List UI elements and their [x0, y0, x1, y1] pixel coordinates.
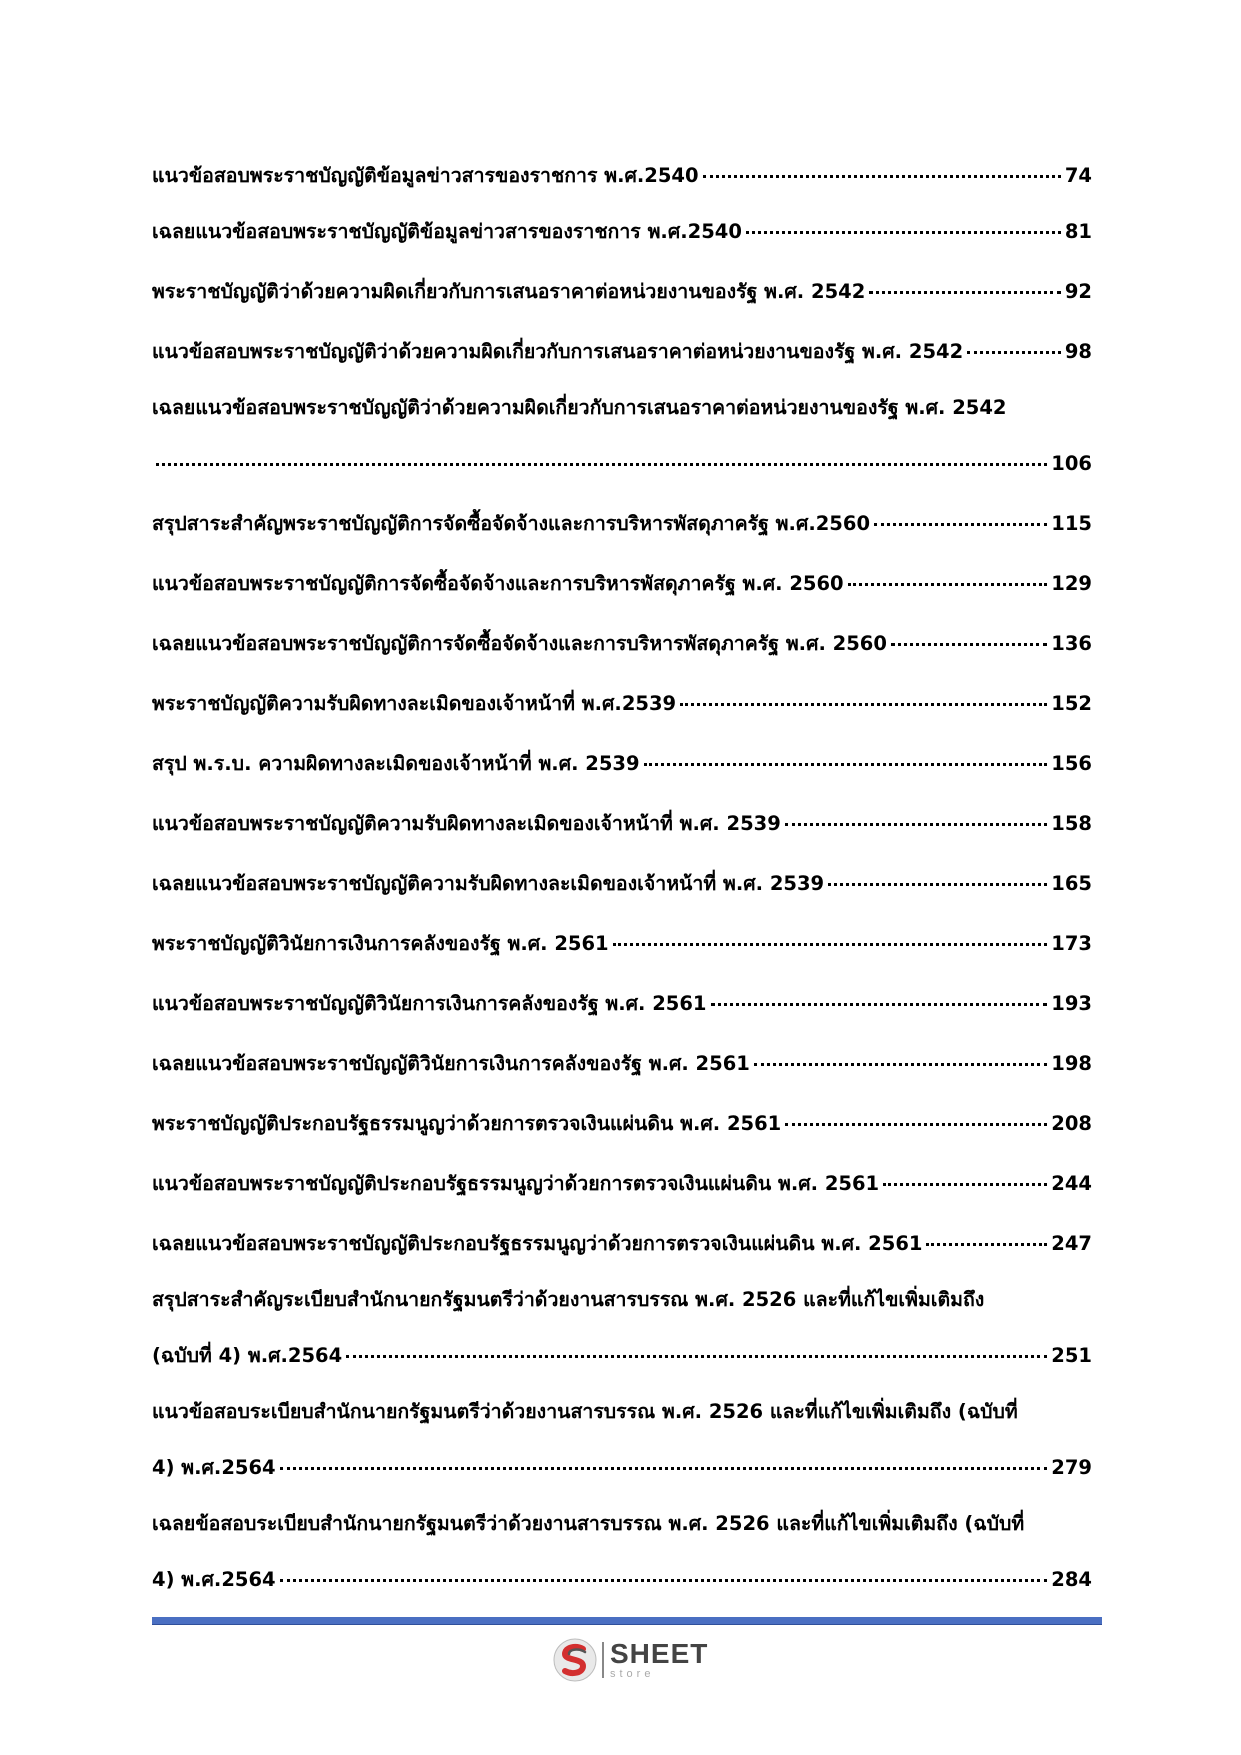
toc-page-number: 156	[1051, 752, 1092, 775]
toc-dot-leader	[746, 229, 1061, 234]
toc-entry-title: 4) พ.ศ.2564	[152, 1568, 276, 1591]
toc-entry	[152, 914, 1092, 974]
toc-entry	[152, 322, 1092, 382]
toc-dot-leader	[280, 1577, 1048, 1582]
toc-entry	[152, 1214, 1092, 1274]
toc-entry	[152, 614, 1092, 674]
toc-page-number: 158	[1051, 812, 1092, 835]
toc-dot-leader	[785, 1121, 1047, 1126]
toc-entry-title: สรุปสาระสำคัญพระราชบัญญัติการจัดซื้อจัดจ้างและการบริหารพัสดุภาครัฐ พ.ศ.2560	[152, 512, 871, 535]
toc-page-number: 193	[1051, 992, 1092, 1015]
toc-entry-title: สรุป พ.ร.บ. ความผิดทางละเมิดของเจ้าหน้าที่ พ.ศ. 2539	[152, 752, 640, 775]
toc-entry	[152, 1274, 1092, 1386]
logo-text	[610, 1640, 708, 1680]
toc-line	[152, 554, 1092, 614]
toc-dot-leader	[967, 349, 1061, 354]
logo-subword: store	[610, 1668, 655, 1680]
toc-entry-title: เฉลยแนวข้อสอบพระราชบัญญัติความรับผิดทางละเมิดของเจ้าหน้าที่ พ.ศ. 2539	[152, 872, 825, 895]
toc-entry-title: เฉลยข้อสอบระเบียบสำนักนายกรัฐมนตรีว่าด้วยงานสารบรรณ พ.ศ. 2526 และที่แก้ไขเพิ่มเติมถึง (ฉบับที่	[152, 1512, 1025, 1535]
toc-page-number: 81	[1064, 220, 1092, 243]
toc-dot-leader	[711, 1001, 1048, 1006]
toc-line	[152, 1094, 1092, 1154]
toc-entry	[152, 554, 1092, 614]
toc-dot-leader	[280, 1465, 1048, 1470]
toc-line	[152, 1326, 1092, 1386]
toc-entry	[152, 674, 1092, 734]
toc-entry	[152, 382, 1092, 494]
toc-entry-title: เฉลยแนวข้อสอบพระราชบัญญัติว่าด้วยความผิดเกี่ยวกับการเสนอราคาต่อหน่วยงานของรัฐ พ.ศ. 2542	[152, 396, 1007, 419]
toc-entry	[152, 150, 1092, 202]
toc-entry-title: เฉลยแนวข้อสอบพระราชบัญญัติวินัยการเงินการคลังของรัฐ พ.ศ. 2561	[152, 1052, 750, 1075]
toc-dot-leader	[869, 289, 1061, 294]
toc-dot-leader	[883, 1181, 1047, 1186]
toc-line	[152, 614, 1092, 674]
toc-line	[152, 914, 1092, 974]
toc-page-number: 198	[1051, 1052, 1092, 1075]
toc-dot-leader	[874, 521, 1047, 526]
toc-line	[152, 1498, 1092, 1550]
toc-dot-leader	[754, 1061, 1047, 1066]
toc-dot-leader	[156, 461, 1047, 466]
toc-entry-title: แนวข้อสอบพระราชบัญญัติความรับผิดทางละเมิดของเจ้าหน้าที่ พ.ศ. 2539	[152, 812, 781, 835]
toc-page-number: 279	[1051, 1456, 1092, 1479]
toc-entry-title: แนวข้อสอบพระราชบัญญัติข้อมูลข่าวสารของราชการ พ.ศ.2540	[152, 164, 699, 187]
toc-dot-leader	[848, 581, 1048, 586]
toc-dot-leader	[644, 761, 1048, 766]
toc-line	[152, 854, 1092, 914]
toc-entry	[152, 734, 1092, 794]
toc-line	[152, 974, 1092, 1034]
toc-line	[152, 1386, 1092, 1438]
toc-entry	[152, 1386, 1092, 1498]
toc-entry-title: 4) พ.ศ.2564	[152, 1456, 276, 1479]
toc-entry	[152, 794, 1092, 854]
toc-entry	[152, 1094, 1092, 1154]
toc-entry	[152, 1034, 1092, 1094]
toc-line	[152, 322, 1092, 382]
sheet-store-logo	[552, 1634, 732, 1686]
toc-entry-title: เฉลยแนวข้อสอบพระราชบัญญัติข้อมูลข่าวสารของราชการ พ.ศ.2540	[152, 220, 742, 243]
toc-entry	[152, 494, 1092, 554]
toc-line	[152, 150, 1092, 202]
toc-dot-leader	[346, 1353, 1047, 1358]
sheet-store-logo-icon	[552, 1637, 598, 1683]
toc-page-number: 244	[1051, 1172, 1092, 1195]
toc-entry-title: เฉลยแนวข้อสอบพระราชบัญญัติการจัดซื้อจัดจ้างและการบริหารพัสดุภาครัฐ พ.ศ. 2560	[152, 632, 887, 655]
toc-line	[152, 734, 1092, 794]
toc-entry	[152, 262, 1092, 322]
toc-page-number: 106	[1051, 452, 1092, 475]
toc-page-number: 247	[1051, 1232, 1092, 1255]
toc-entry	[152, 1154, 1092, 1214]
toc-entry-title: แนวข้อสอบพระราชบัญญัติประกอบรัฐธรรมนูญว่าด้วยการตรวจเงินแผ่นดิน พ.ศ. 2561	[152, 1172, 880, 1195]
toc-entry-title: พระราชบัญญัติประกอบรัฐธรรมนูญว่าด้วยการตรวจเงินแผ่นดิน พ.ศ. 2561	[152, 1112, 782, 1135]
toc-line	[152, 382, 1092, 434]
toc-entry	[152, 854, 1092, 914]
toc-line	[152, 1274, 1092, 1326]
toc-entry-title: สรุปสาระสำคัญระเบียบสำนักนายกรัฐมนตรีว่าด้วยงานสารบรรณ พ.ศ. 2526 และที่แก้ไขเพิ่มเติมถึง	[152, 1288, 985, 1311]
toc-line	[152, 262, 1092, 322]
toc-dot-leader	[680, 701, 1047, 706]
toc-page-number: 284	[1051, 1568, 1092, 1591]
toc-line	[152, 674, 1092, 734]
toc-page-number: 98	[1064, 340, 1092, 363]
toc-page-number: 251	[1051, 1344, 1092, 1367]
toc-entry-title: แนวข้อสอบระเบียบสำนักนายกรัฐมนตรีว่าด้วยงานสารบรรณ พ.ศ. 2526 และที่แก้ไขเพิ่มเติมถึง (ฉบับที่	[152, 1400, 1018, 1423]
table-of-contents	[152, 150, 1092, 1610]
toc-line	[152, 1438, 1092, 1498]
toc-entry	[152, 1498, 1092, 1610]
toc-entry-title: (ฉบับที่ 4) พ.ศ.2564	[152, 1344, 343, 1367]
toc-page-number: 152	[1051, 692, 1092, 715]
toc-line	[152, 202, 1092, 262]
logo-separator	[602, 1642, 604, 1678]
toc-entry-title: พระราชบัญญัติว่าด้วยความผิดเกี่ยวกับการเสนอราคาต่อหน่วยงานของรัฐ พ.ศ. 2542	[152, 280, 866, 303]
toc-dot-leader	[926, 1241, 1047, 1246]
toc-page-number: 74	[1064, 164, 1092, 187]
toc-line	[152, 494, 1092, 554]
toc-dot-leader	[828, 881, 1047, 886]
toc-page-number: 115	[1051, 512, 1092, 535]
toc-entry-title: พระราชบัญญัติความรับผิดทางละเมิดของเจ้าหน้าที่ พ.ศ.2539	[152, 692, 677, 715]
toc-line	[152, 1214, 1092, 1274]
toc-page-number: 92	[1064, 280, 1092, 303]
toc-dot-leader	[891, 641, 1047, 646]
toc-page-number: 208	[1051, 1112, 1092, 1135]
toc-dot-leader	[703, 173, 1061, 178]
toc-entry	[152, 202, 1092, 262]
toc-entry	[152, 974, 1092, 1034]
toc-line	[152, 794, 1092, 854]
toc-page-number: 129	[1051, 572, 1092, 595]
toc-page-number: 165	[1051, 872, 1092, 895]
toc-page-number: 136	[1051, 632, 1092, 655]
toc-entry-title: เฉลยแนวข้อสอบพระราชบัญญัติประกอบรัฐธรรมนูญว่าด้วยการตรวจเงินแผ่นดิน พ.ศ. 2561	[152, 1232, 923, 1255]
toc-line	[152, 1034, 1092, 1094]
toc-line	[152, 434, 1092, 494]
toc-dot-leader	[785, 821, 1048, 826]
toc-entry-title: แนวข้อสอบพระราชบัญญัติว่าด้วยความผิดเกี่ยวกับการเสนอราคาต่อหน่วยงานของรัฐ พ.ศ. 2542	[152, 340, 964, 363]
toc-entry-title: แนวข้อสอบพระราชบัญญัติการจัดซื้อจัดจ้างและการบริหารพัสดุภาครัฐ พ.ศ. 2560	[152, 572, 844, 595]
toc-dot-leader	[613, 941, 1048, 946]
logo-word: SHEET	[610, 1638, 709, 1669]
toc-line	[152, 1550, 1092, 1610]
toc-page-number: 173	[1051, 932, 1092, 955]
toc-entry-title: พระราชบัญญัติวินัยการเงินการคลังของรัฐ พ.ศ. 2561	[152, 932, 609, 955]
toc-line	[152, 1154, 1092, 1214]
footer-rule	[152, 1617, 1102, 1625]
toc-entry-title: แนวข้อสอบพระราชบัญญัติวินัยการเงินการคลังของรัฐ พ.ศ. 2561	[152, 992, 707, 1015]
